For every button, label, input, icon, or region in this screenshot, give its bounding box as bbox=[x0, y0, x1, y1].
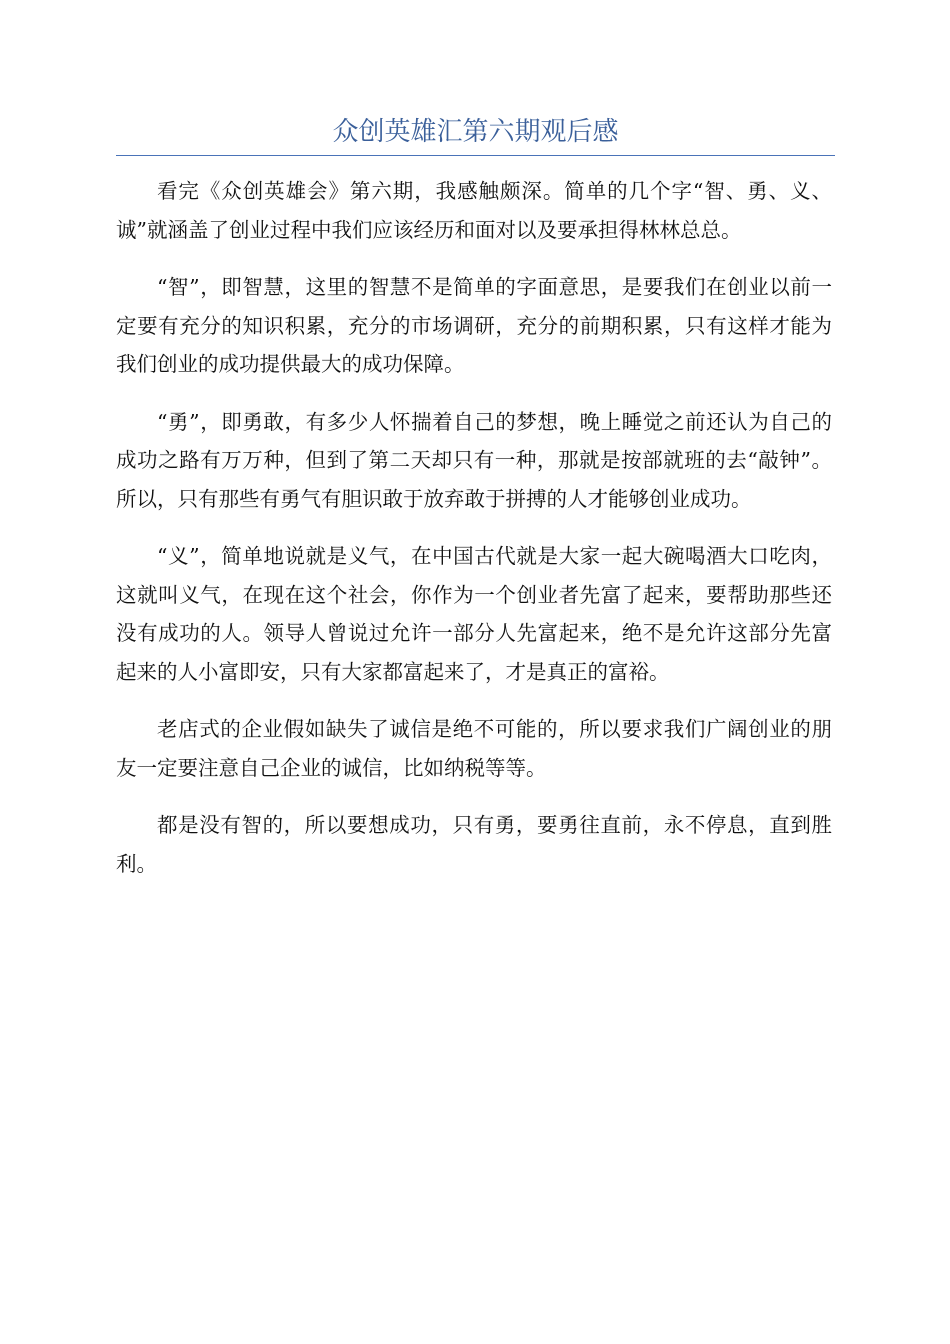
paragraph-loyalty: “义”，简单地说就是义气，在中国古代就是大家一起大碗喝酒大口吃肉，这就叫义气，在现在这个社会，你作为一个创业者先富了起来，要帮助那些还没有成功的人。领导人曾说过允许一部分人先富起来，绝不是允许这部分先富起来的人小富即安，只有大家都富起来了，才是真正的富裕。 bbox=[116, 544, 832, 684]
paragraph-wisdom: “智”，即智慧，这里的智慧不是简单的字面意思，是要我们在创业以前一定要有充分的知识积累，充分的市场调研，充分的前期积累，只有这样才能为我们创业的成功提供最大的成功保障。 bbox=[116, 275, 832, 376]
paragraph-courage: “勇”，即勇敢，有多少人怀揣着自己的梦想，晚上睡觉之前还认为自己的成功之路有万万种，但到了第二天却只有一种，那就是按部就班的去“敲钟”。所以，只有那些有勇气有胆识敢于放弃敢于拼搏的人才能够创业成功。 bbox=[116, 409, 832, 511]
document-title: 众创英雄汇第六期观后感 bbox=[332, 117, 619, 147]
paragraph-conclusion: 都是没有智的，所以要想成功，只有勇，要勇往直前，永不停息，直到胜利。 bbox=[116, 813, 832, 876]
title-block bbox=[116, 112, 835, 156]
paragraph-integrity: 老店式的企业假如缺失了诚信是绝不可能的，所以要求我们广阔创业的朋友一定要注意自己企业的诚信，比如纳税等等。 bbox=[116, 717, 832, 780]
paragraph-intro: 看完《众创英雄会》第六期，我感触颇深。简单的几个字“智、勇、义、诚”就涵盖了创业过程中我们应该经历和面对以及要承担得林林总总。 bbox=[116, 179, 832, 242]
document-body bbox=[116, 172, 832, 902]
title-underline bbox=[116, 155, 835, 156]
